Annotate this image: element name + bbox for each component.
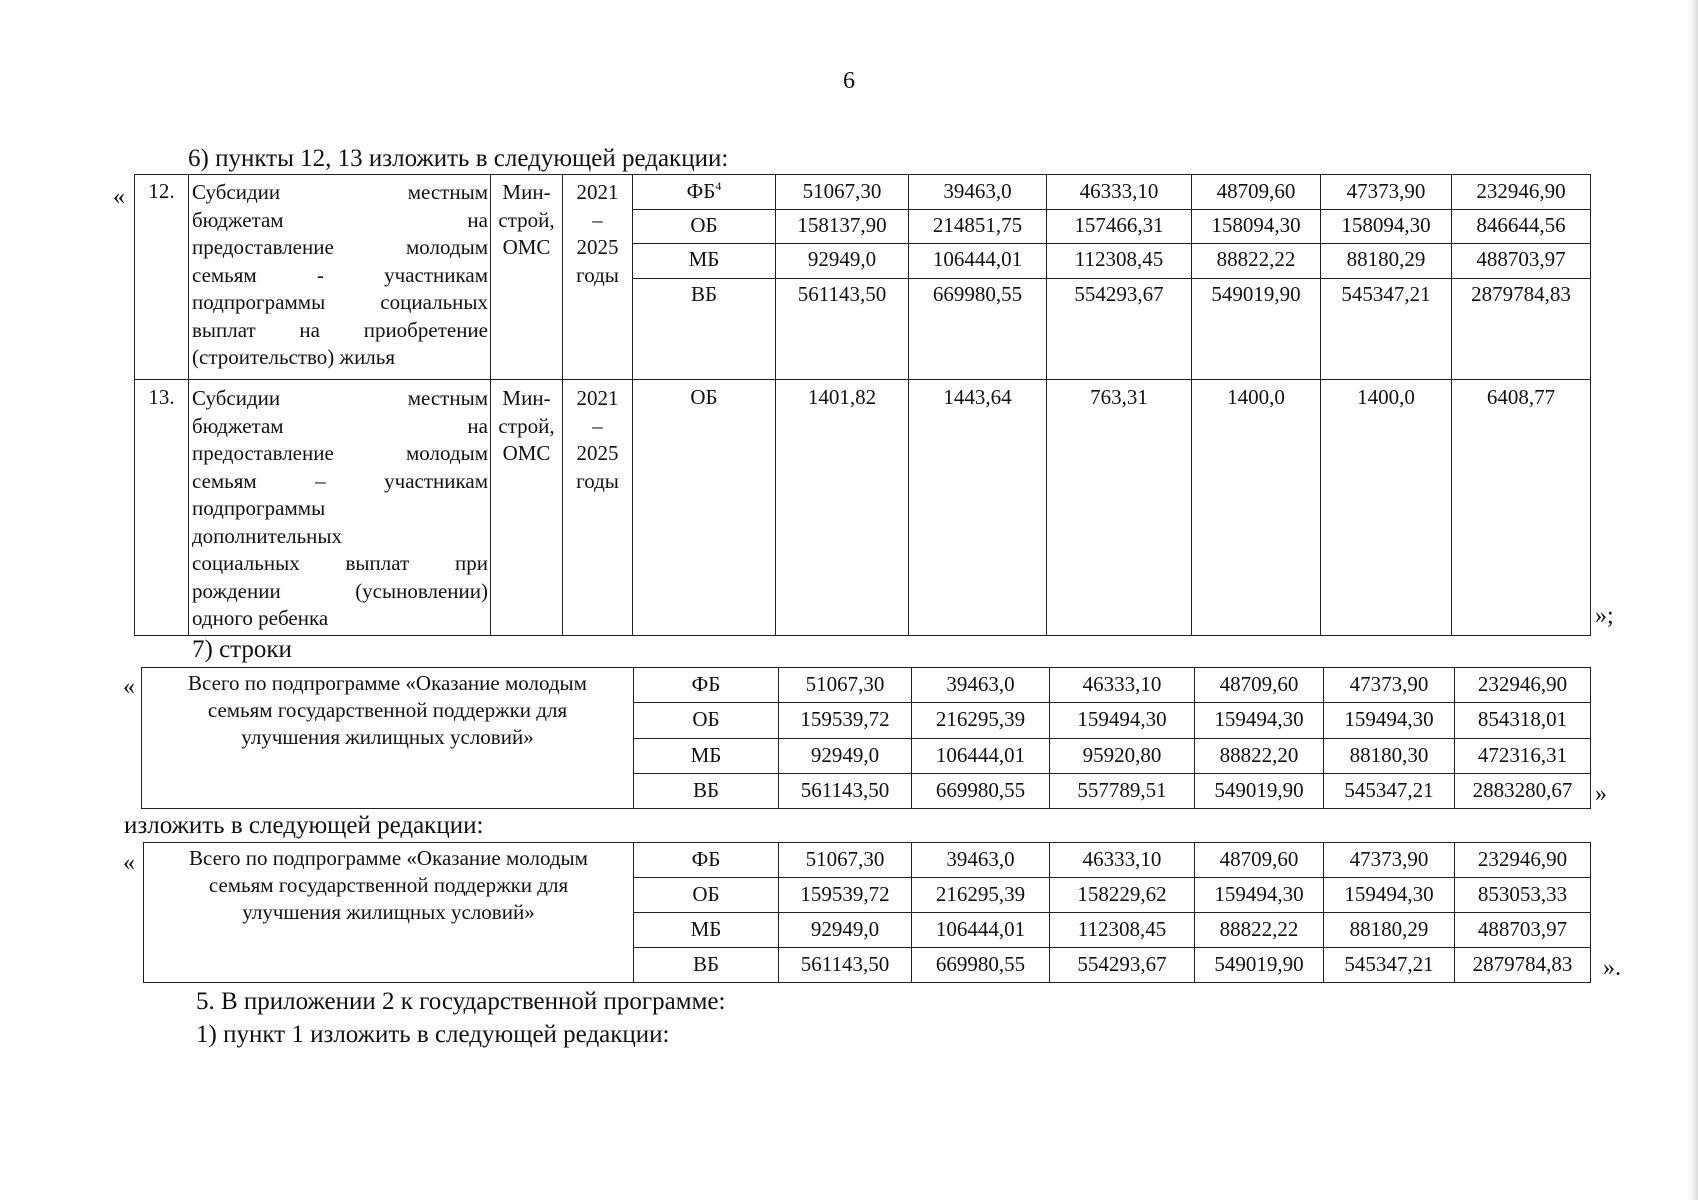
item-executor bbox=[491, 380, 563, 636]
value-cell: 554293,67 bbox=[1047, 278, 1192, 380]
value-cell: 545347,21 bbox=[1324, 948, 1455, 983]
paragraph-5-1: 1) пункт 1 изложить в следующей редакции: bbox=[196, 1021, 670, 1048]
value-cell: 159539,72 bbox=[779, 703, 912, 739]
value-cell: 158094,30 bbox=[1192, 209, 1321, 244]
period-line: годы bbox=[576, 262, 619, 287]
value-cell: 159539,72 bbox=[779, 878, 912, 913]
value-cell: 669980,55 bbox=[909, 278, 1047, 380]
value-cell: 47373,90 bbox=[1321, 175, 1452, 210]
executor-line: строй, bbox=[498, 207, 555, 232]
value-cell: 159494,30 bbox=[1324, 703, 1455, 739]
value-cell: 47373,90 bbox=[1324, 843, 1455, 878]
period-line: 2025 bbox=[576, 235, 619, 259]
value-cell: 1401,82 bbox=[776, 380, 909, 636]
period-line: – bbox=[592, 207, 603, 232]
description-line: семьям – участникам bbox=[192, 468, 488, 493]
totals-label bbox=[142, 668, 634, 809]
value-cell: 545347,21 bbox=[1324, 774, 1455, 809]
value-cell: 561143,50 bbox=[779, 948, 912, 983]
funding-source: ОБ bbox=[634, 703, 779, 739]
value-cell: 158094,30 bbox=[1321, 209, 1452, 244]
scan-edge bbox=[1688, 0, 1698, 1200]
description-line: семьям - участникам bbox=[192, 262, 488, 287]
period-line: 2025 bbox=[576, 441, 619, 465]
table-row bbox=[135, 175, 1591, 210]
value-cell: 106444,01 bbox=[909, 244, 1047, 279]
value-cell: 88180,29 bbox=[1324, 913, 1455, 948]
label-line: Всего по подпрограмме «Оказание молодым bbox=[188, 671, 587, 695]
value-cell: 158137,90 bbox=[776, 209, 909, 244]
open-quote: « bbox=[123, 850, 135, 876]
value-cell: 549019,90 bbox=[1195, 948, 1324, 983]
label-line: улучшения жилищных условий» bbox=[242, 900, 535, 924]
value-cell: 48709,60 bbox=[1195, 668, 1324, 703]
replace-text: изложить в следующей редакции: bbox=[124, 812, 484, 839]
item-description bbox=[189, 175, 491, 380]
table-row bbox=[144, 843, 1591, 878]
value-cell: 216295,39 bbox=[912, 878, 1050, 913]
item-description bbox=[189, 380, 491, 636]
description-line: бюджетам на bbox=[192, 207, 488, 232]
value-cell: 158229,62 bbox=[1050, 878, 1195, 913]
funding-source: ОБ bbox=[633, 209, 776, 244]
description-line: предоставление молодым bbox=[192, 235, 488, 259]
value-cell: 159494,30 bbox=[1195, 878, 1324, 913]
totals-label bbox=[144, 843, 634, 983]
value-cell: 112308,45 bbox=[1050, 913, 1195, 948]
funding-source: МБ bbox=[633, 244, 776, 279]
table-row bbox=[142, 668, 1591, 703]
footnote-mark: 4 bbox=[715, 179, 722, 193]
value-cell: 106444,01 bbox=[912, 739, 1050, 774]
value-cell: 669980,55 bbox=[912, 774, 1050, 809]
period-line: годы bbox=[576, 468, 619, 493]
item-number: 13. bbox=[135, 380, 189, 636]
description-line: одного ребенка bbox=[192, 606, 329, 630]
value-cell: 472316,31 bbox=[1455, 739, 1591, 774]
funding-source: ОБ bbox=[634, 878, 779, 913]
item-executor bbox=[491, 175, 563, 380]
value-cell: 159494,30 bbox=[1324, 878, 1455, 913]
value-cell: 561143,50 bbox=[779, 774, 912, 809]
value-cell: 106444,01 bbox=[912, 913, 1050, 948]
label-line: Всего по подпрограмме «Оказание молодым bbox=[189, 846, 588, 870]
funding-source: ФБ bbox=[634, 843, 779, 878]
funding-source: ВБ bbox=[634, 774, 779, 809]
description-line: предоставление молодым bbox=[192, 441, 488, 465]
value-cell: 554293,67 bbox=[1050, 948, 1195, 983]
value-cell: 48709,60 bbox=[1195, 843, 1324, 878]
value-cell: 488703,97 bbox=[1452, 244, 1591, 279]
open-quote: « bbox=[113, 184, 125, 210]
value-cell: 51067,30 bbox=[776, 175, 909, 210]
executor-line: строй, bbox=[498, 413, 555, 438]
value-cell: 232946,90 bbox=[1452, 175, 1591, 210]
value-cell: 95920,80 bbox=[1050, 739, 1195, 774]
value-cell: 39463,0 bbox=[912, 843, 1050, 878]
value-cell: 1400,0 bbox=[1192, 380, 1321, 636]
value-cell: 669980,55 bbox=[912, 948, 1050, 983]
description-line: социальных выплат при bbox=[192, 551, 488, 575]
source-label: ФБ bbox=[686, 179, 716, 203]
funding-source: МБ bbox=[634, 913, 779, 948]
value-cell: 47373,90 bbox=[1324, 668, 1455, 703]
funding-source: ОБ bbox=[633, 380, 776, 636]
page-number: 6 bbox=[843, 68, 855, 94]
value-cell: 1443,64 bbox=[909, 380, 1047, 636]
description-line: подпрограммы bbox=[192, 496, 326, 520]
description-line: (строительство) жилья bbox=[192, 345, 396, 369]
totals-old-table bbox=[141, 667, 1591, 809]
value-cell: 216295,39 bbox=[912, 703, 1050, 739]
executor-line: Мин- bbox=[502, 386, 551, 410]
value-cell: 232946,90 bbox=[1455, 843, 1591, 878]
description-line: дополнительных bbox=[192, 523, 343, 548]
item-number: 12. bbox=[135, 175, 189, 380]
close-quote: » bbox=[1595, 781, 1607, 807]
description-line: подпрограммы социальных bbox=[192, 290, 488, 314]
value-cell: 46333,10 bbox=[1050, 843, 1195, 878]
label-line: семьям государственной поддержки для bbox=[208, 873, 569, 897]
value-cell: 1400,0 bbox=[1321, 380, 1452, 636]
value-cell: 46333,10 bbox=[1050, 668, 1195, 703]
value-cell: 214851,75 bbox=[909, 209, 1047, 244]
value-cell: 159494,30 bbox=[1195, 703, 1324, 739]
funding-source: ВБ bbox=[633, 278, 776, 380]
paragraph-7: 7) строки bbox=[192, 636, 292, 663]
paragraph-5: 5. В приложении 2 к государственной программе: bbox=[196, 988, 726, 1015]
value-cell: 46333,10 bbox=[1047, 175, 1192, 210]
funding-source: ФБ bbox=[634, 668, 779, 703]
period-line: 2021 bbox=[576, 386, 619, 410]
value-cell: 2883280,67 bbox=[1455, 774, 1591, 809]
description-line: Субсидии местным bbox=[192, 180, 488, 204]
value-cell: 545347,21 bbox=[1321, 278, 1452, 380]
funding-source: ВБ bbox=[634, 948, 779, 983]
item-period bbox=[563, 380, 633, 636]
value-cell: 39463,0 bbox=[912, 668, 1050, 703]
value-cell: 488703,97 bbox=[1455, 913, 1591, 948]
close-quote-semicolon: »; bbox=[1595, 603, 1614, 629]
value-cell: 39463,0 bbox=[909, 175, 1047, 210]
close-quote-period: ». bbox=[1603, 955, 1621, 981]
label-line: семьям государственной поддержки для bbox=[207, 698, 568, 722]
value-cell: 88822,20 bbox=[1195, 739, 1324, 774]
description-line: рождении (усыновлении) bbox=[192, 578, 488, 603]
totals-new-table bbox=[143, 842, 1591, 983]
value-cell: 763,31 bbox=[1047, 380, 1192, 636]
period-line: – bbox=[592, 413, 603, 438]
value-cell: 88180,29 bbox=[1321, 244, 1452, 279]
value-cell: 88822,22 bbox=[1192, 244, 1321, 279]
executor-line: ОМС bbox=[502, 441, 551, 465]
value-cell: 549019,90 bbox=[1192, 278, 1321, 380]
executor-line: ОМС bbox=[502, 235, 551, 259]
value-cell: 88822,22 bbox=[1195, 913, 1324, 948]
value-cell: 92949,0 bbox=[776, 244, 909, 279]
value-cell: 159494,30 bbox=[1050, 703, 1195, 739]
value-cell: 549019,90 bbox=[1195, 774, 1324, 809]
description-line: Субсидии местным bbox=[192, 386, 488, 410]
description-line: бюджетам на bbox=[192, 413, 488, 438]
value-cell: 846644,56 bbox=[1452, 209, 1591, 244]
paragraph-6: 6) пункты 12, 13 изложить в следующей редакции: bbox=[188, 145, 729, 172]
value-cell: 51067,30 bbox=[779, 668, 912, 703]
value-cell: 88180,30 bbox=[1324, 739, 1455, 774]
executor-line: Мин- bbox=[502, 180, 551, 204]
value-cell: 561143,50 bbox=[776, 278, 909, 380]
value-cell: 6408,77 bbox=[1452, 380, 1591, 636]
value-cell: 2879784,83 bbox=[1455, 948, 1591, 983]
period-line: 2021 bbox=[576, 180, 619, 204]
value-cell: 51067,30 bbox=[779, 843, 912, 878]
value-cell: 232946,90 bbox=[1455, 668, 1591, 703]
value-cell: 112308,45 bbox=[1047, 244, 1192, 279]
funding-source bbox=[633, 175, 776, 210]
value-cell: 2879784,83 bbox=[1452, 278, 1591, 380]
value-cell: 48709,60 bbox=[1192, 175, 1321, 210]
value-cell: 92949,0 bbox=[779, 913, 912, 948]
value-cell: 854318,01 bbox=[1455, 703, 1591, 739]
item-period bbox=[563, 175, 633, 380]
open-quote: « bbox=[123, 674, 135, 700]
value-cell: 853053,33 bbox=[1455, 878, 1591, 913]
items-table bbox=[134, 174, 1591, 636]
value-cell: 557789,51 bbox=[1050, 774, 1195, 809]
value-cell: 92949,0 bbox=[779, 739, 912, 774]
value-cell: 157466,31 bbox=[1047, 209, 1192, 244]
description-line: выплат на приобретение bbox=[192, 317, 488, 342]
label-line: улучшения жилищных условий» bbox=[241, 725, 534, 749]
table-row bbox=[135, 380, 1591, 636]
funding-source: МБ bbox=[634, 739, 779, 774]
